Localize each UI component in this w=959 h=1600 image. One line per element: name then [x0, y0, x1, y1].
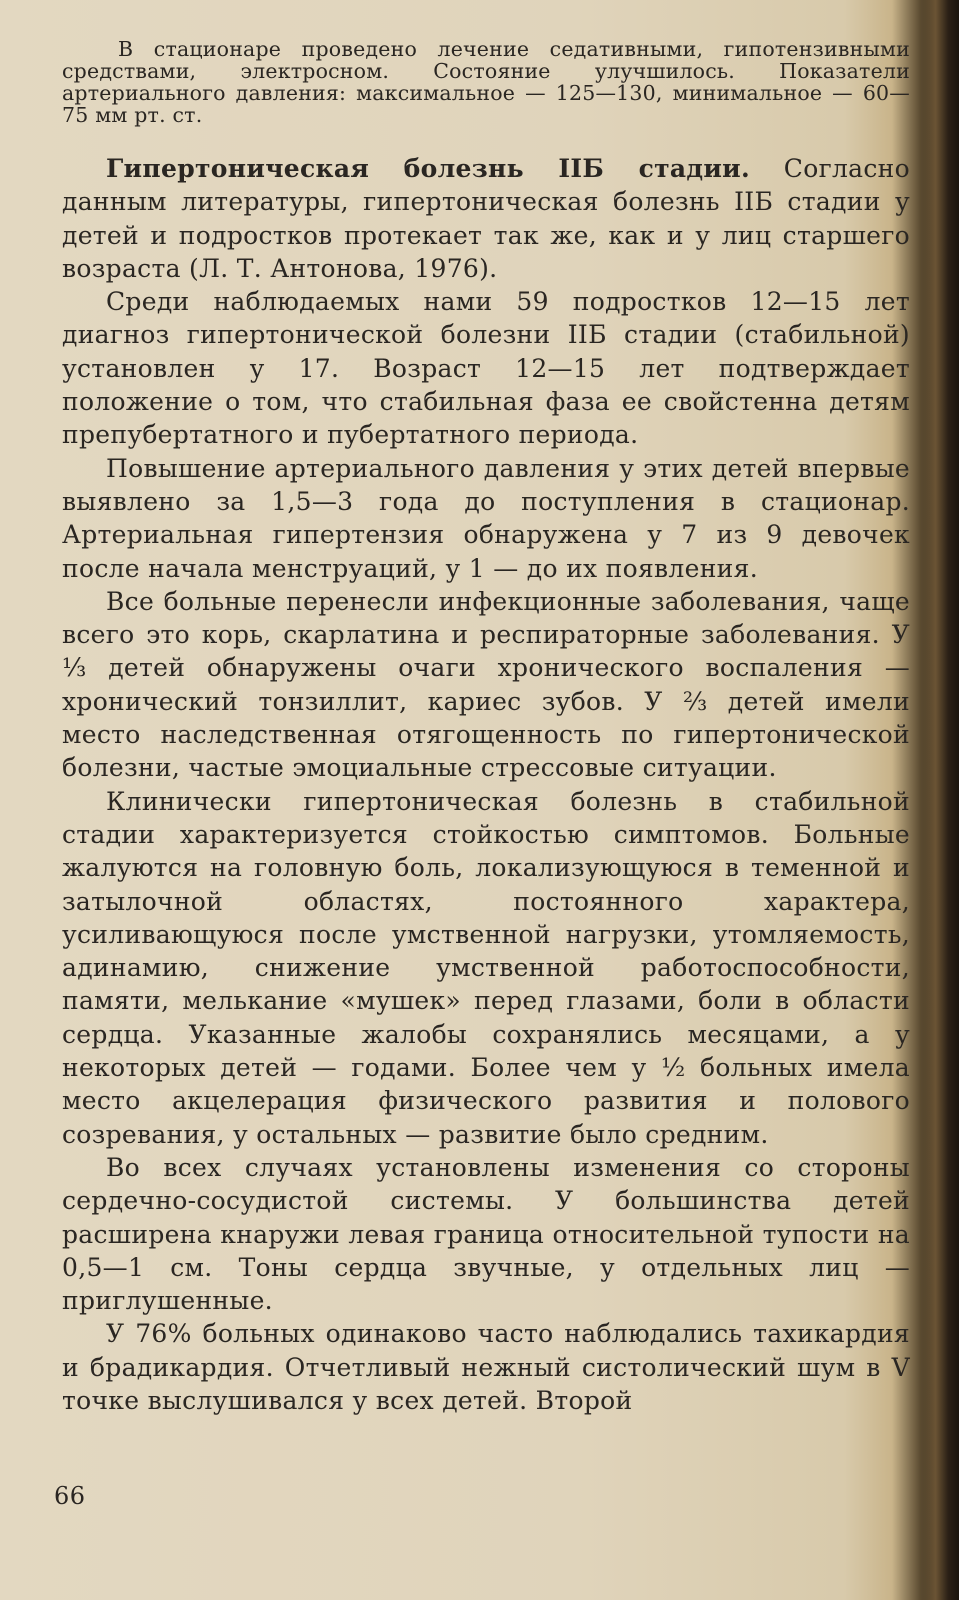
paragraph-5: Во всех случаях установлены изменения со стороны сердечно-сосудистой системы. У большинства детей расширена кнаружи левая граница относительной тупости на 0,5—1 см. Тоны сердца звучные, у отдельных лиц — приглушенные.: [62, 1152, 910, 1316]
paragraph-1: Среди наблюдаемых нами 59 подростков 12—15 лет диагноз гипертонической болезни IIБ стадии (стабильной) установлен у 17. Возраст 12—15 лет подтверждает положение о том, что стабильная фаза ее свойстенна детям препубертатного и пубертатного периода.: [62, 287, 910, 450]
section-heading: Гипертоническая болезнь IIБ стадии.: [106, 154, 751, 183]
paragraph-6: У 76% больных одинаково часто наблюдались тахикардия и брадикардия. Отчетливый нежный систолический шум в V точке выслушивался у всех детей. Второй: [62, 1319, 910, 1415]
paragraph-3: Все больные перенесли инфекционные заболевания, чаще всего это корь, скарлатина и респираторные заболевания. У ⅓ детей обнаружены очаги хронического воспаления — хронический тонзиллит, кариес зубов. У ⅔ детей имели место наследственная отягощенность по гипертонической болезни, частые эмоциальные стрессовые ситуации.: [62, 586, 910, 783]
page-body: [62, 38, 910, 1417]
book-spine-shadow: [923, 0, 959, 1600]
paragraph-2: Повышение артериального давления у этих детей впервые выявлено за 1,5—3 года до поступления в стационар. Артериальная гипертензия обнаружена у 7 из 9 девочек после начала менструаций, у 1 — до их появления.: [62, 453, 910, 583]
paragraph-4: Клинически гипертоническая болезнь в стабильной стадии характеризуется стойкостью симптомов. Больные жалуются на головную боль, локализующуюся в теменной и затылочной областях, постоянного характера, усиливающуюся после умственной нагрузки, утомляемость, адинамию, снижение умственной работоспособности, памяти, мелькание «мушек» перед глазами, боли в области сердца. Указанные жалобы сохранялись месяцами, а у некоторых детей — годами. Более чем у ½ больных имела место акцелерация физического развития и полового созревания, у остальных — развитие было средним.: [62, 786, 910, 1149]
page-number: 66: [54, 1482, 86, 1510]
section-lead-text: Согласно данным литературы, гипертоническая болезнь IIБ стадии у детей и подростков протекает так же, как и у лиц старшего возраста (Л. Т. Антонова, 1976).: [62, 154, 910, 283]
intro-paragraph: В стационаре проведено лечение седативными, гипотензивными средствами, электросном. Состояние улучшилось. Показатели артериального давления: максимальное — 125—130, минимальное — 60—75 мм рт. ст.: [62, 37, 910, 127]
section-lead-paragraph: [62, 152, 910, 285]
